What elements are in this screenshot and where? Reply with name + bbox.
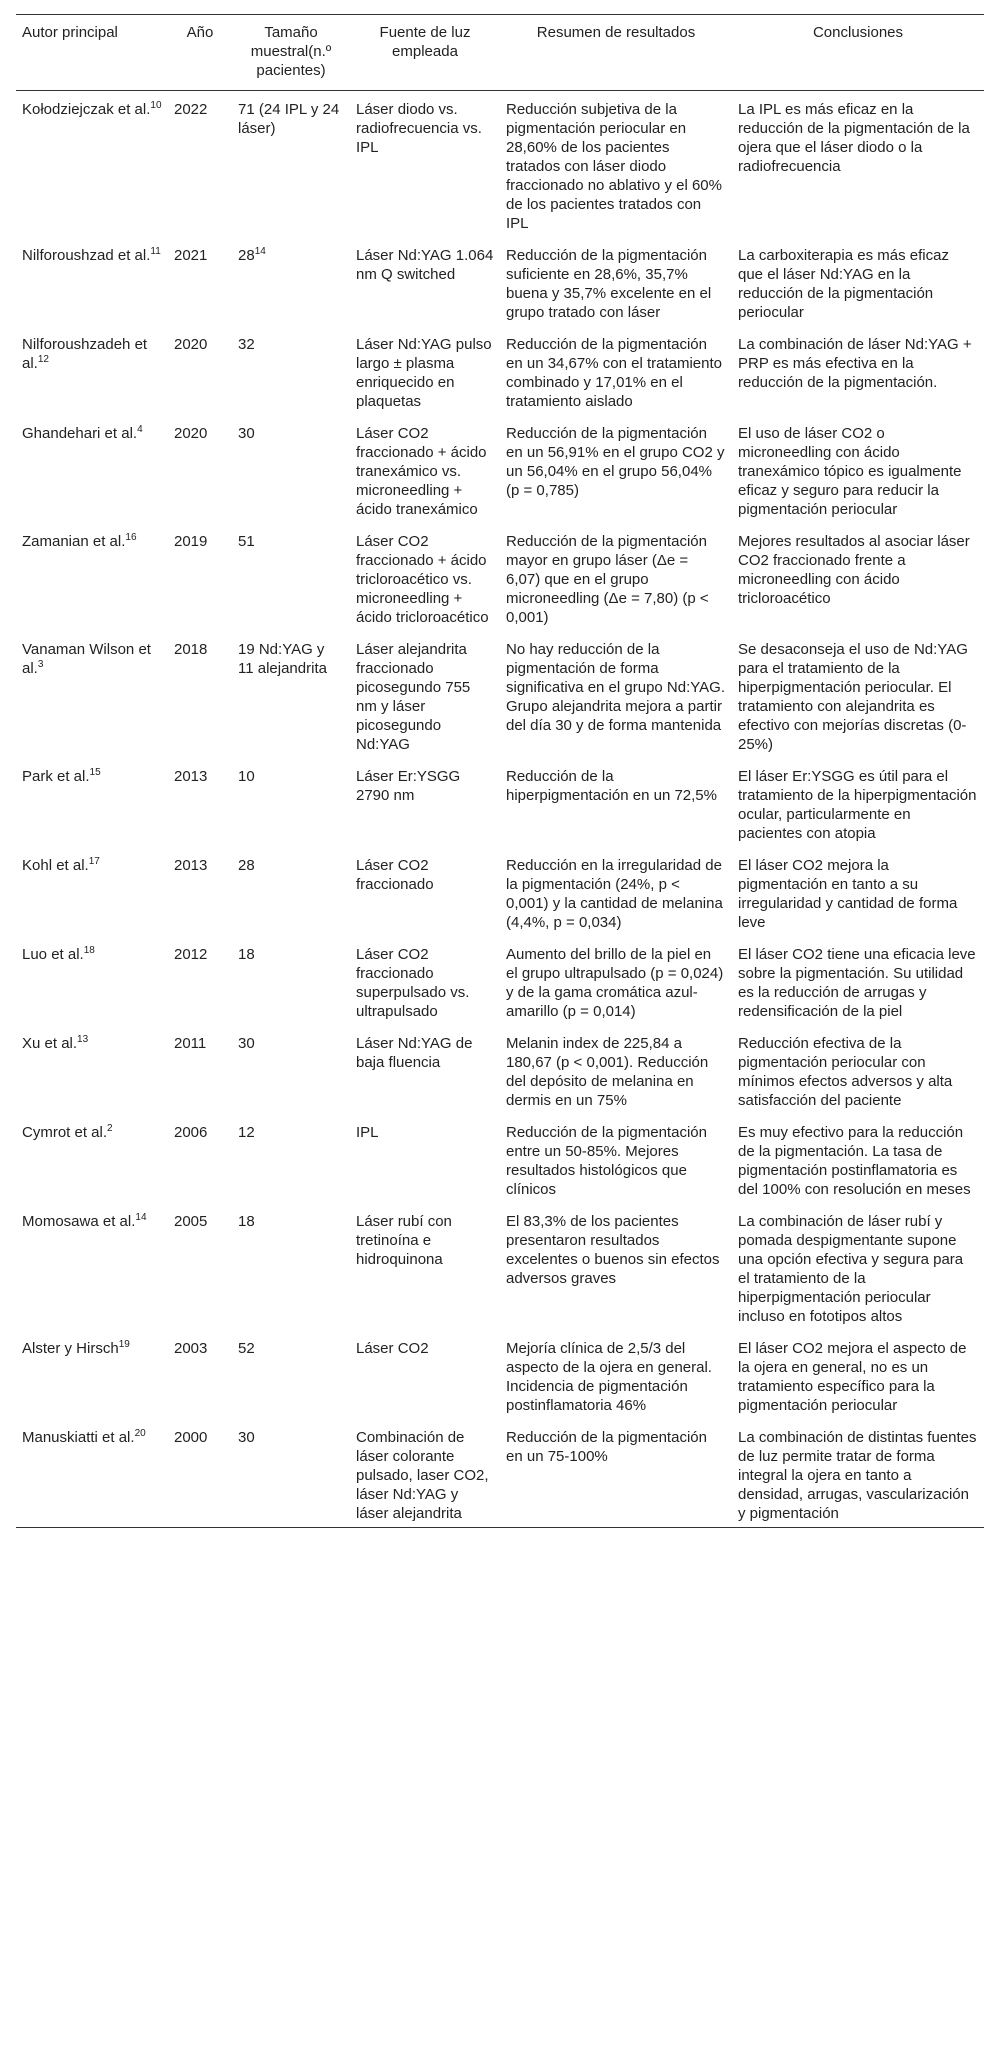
cell-source: Láser alejandrita fraccionado picosegundo 755 nm y láser picosegundo Nd:YAG	[356, 641, 471, 753]
cell-source: Láser Er:YSGG 2790 nm	[356, 768, 461, 804]
cell-source: Láser Nd:YAG de baja fluencia	[356, 1035, 473, 1071]
cell-results: Reducción de la hiperpigmentación en un 72,5%	[506, 768, 717, 804]
cell-conclusions: La carboxiterapia es más eficaz que el láser Nd:YAG en la reducción de la pigmentación periocular	[738, 247, 949, 321]
cell-conclusions: Es muy efectivo para la reducción de la pigmentación. La tasa de pigmentación postinflamatoria es del 100% con resolución en meses	[738, 1124, 971, 1198]
table-body	[16, 91, 984, 1528]
cell-sample	[232, 326, 350, 415]
cell-results: Reducción de la pigmentación mayor en grupo láser (Δe = 6,07) que en el grupo microneedling (Δe = 7,80) (p < 0,001)	[506, 533, 709, 626]
cell-year: 2019	[174, 533, 208, 550]
cell-year: 2012	[174, 946, 208, 963]
author-reference: 11	[150, 246, 161, 257]
sample-value: 30	[238, 1429, 255, 1446]
cell-sample	[232, 415, 350, 523]
author-reference: 17	[88, 856, 100, 867]
cell-author	[16, 237, 168, 326]
cell-results: Aumento del brillo de la piel en el grupo ultrapulsado (p = 0,024) y de la gama cromática azul-amarillo (p = 0,014)	[506, 946, 724, 1020]
author-name: Vanaman Wilson et al.	[22, 641, 151, 677]
header-sample: Tamaño muestral(n.º pacientes)	[250, 24, 332, 79]
cell-results: Reducción de la pigmentación en un 34,67% con el tratamiento combinado y 17,01% en el tratamiento aislado	[506, 336, 722, 410]
cell-author	[16, 326, 168, 415]
cell-author	[16, 936, 168, 1025]
cell-conclusions: Reducción efectiva de la pigmentación periocular con mínimos efectos adversos y alta satisfacción del paciente	[738, 1035, 953, 1109]
cell-author	[16, 758, 168, 847]
table-row	[16, 326, 984, 415]
table-row	[16, 523, 984, 631]
header-row	[16, 15, 984, 91]
cell-sample	[232, 936, 350, 1025]
header-conclusions: Conclusiones	[812, 24, 904, 41]
cell-source: Láser CO2 fraccionado superpulsado vs. ultrapulsado	[356, 946, 470, 1020]
cell-author	[16, 91, 168, 238]
cell-source: Láser CO2 fraccionado	[356, 857, 434, 893]
cell-conclusions: El láser Er:YSGG es útil para el tratamiento de la hiperpigmentación ocular, particularmente en pacientes con atopia	[738, 768, 977, 842]
cell-year: 2013	[174, 857, 208, 874]
table-row	[16, 631, 984, 758]
sample-value: 52	[238, 1340, 255, 1357]
table-row	[16, 1330, 984, 1419]
header-source: Fuente de luz empleada	[379, 24, 471, 60]
table-row	[16, 1203, 984, 1330]
cell-source: Láser diodo vs. radiofrecuencia vs. IPL	[356, 101, 482, 156]
author-name: Kołodziejczak et al.	[22, 101, 151, 118]
cell-author	[16, 523, 168, 631]
cell-sample	[232, 1330, 350, 1419]
cell-author	[16, 1114, 168, 1203]
cell-results: Reducción subjetiva de la pigmentación periocular en 28,60% de los pacientes tratados con láser diodo fraccionado no ablativo y el 60% de los pacientes tratados con IPL	[506, 101, 722, 232]
cell-results: Reducción de la pigmentación entre un 50-85%. Mejores resultados histológicos que clínicos	[506, 1124, 707, 1198]
sample-value: 28	[238, 857, 255, 874]
cell-author	[16, 631, 168, 758]
header-author: Autor principal	[22, 24, 118, 41]
author-reference: 16	[125, 532, 137, 543]
cell-sample	[232, 523, 350, 631]
author-name: Cymrot et al.	[22, 1124, 108, 1141]
cell-results: Reducción de la pigmentación suficiente en 28,6%, 35,7% buena y 35,7% excelente en el grupo tratado con láser	[506, 247, 712, 321]
sample-value: 51	[238, 533, 255, 550]
cell-conclusions: La combinación de distintas fuentes de luz permite tratar de forma integral la ojera en tanto a densidad, arrugas, vascularización y pigmentación	[738, 1429, 977, 1522]
author-name: Park et al.	[22, 768, 90, 785]
cell-conclusions: Se desaconseja el uso de Nd:YAG para el tratamiento de la hiperpigmentación periocular. El tratamiento con alejandrita es efectivo con mejorías discretas (0-25%)	[738, 641, 968, 753]
cell-sample	[232, 1203, 350, 1330]
sample-reference: 14	[254, 246, 266, 257]
cell-year: 2013	[174, 768, 208, 785]
cell-results: Reducción de la pigmentación en un 75-100%	[506, 1429, 707, 1465]
table-row	[16, 1114, 984, 1203]
table-row	[16, 847, 984, 936]
author-reference: 18	[83, 945, 95, 956]
cell-results: Reducción de la pigmentación en un 56,91% en el grupo CO2 y un 56,04% en el grupo 56,04% (p = 0,785)	[506, 425, 725, 499]
cell-year: 2006	[174, 1124, 208, 1141]
author-name: Kohl et al.	[22, 857, 89, 874]
table-row	[16, 415, 984, 523]
cell-sample	[232, 91, 350, 238]
author-reference: 2	[107, 1123, 113, 1134]
studies-table	[16, 14, 984, 1528]
cell-year: 2003	[174, 1340, 208, 1357]
author-name: Momosawa et al.	[22, 1213, 136, 1230]
cell-author	[16, 1330, 168, 1419]
cell-sample	[232, 1114, 350, 1203]
cell-results: El 83,3% de los pacientes presentaron resultados excelentes o buenos sin efectos adversos graves	[506, 1213, 720, 1287]
cell-year: 2000	[174, 1429, 208, 1446]
cell-year: 2020	[174, 336, 208, 353]
table-row	[16, 237, 984, 326]
cell-conclusions: El láser CO2 tiene una eficacia leve sobre la pigmentación. Su utilidad es la reducción de arrugas y redensificación de la piel	[738, 946, 976, 1020]
table-row	[16, 91, 984, 238]
cell-source: Láser CO2 fraccionado + ácido tricloroacético vs. microneedling + ácido tricloroacético	[356, 533, 489, 626]
sample-value: 30	[238, 1035, 255, 1052]
cell-sample	[232, 847, 350, 936]
cell-author	[16, 1025, 168, 1114]
author-name: Manuskiatti et al.	[22, 1429, 135, 1446]
table-row	[16, 936, 984, 1025]
cell-author	[16, 847, 168, 936]
sample-value: 19 Nd:YAG y 11 alejandrita	[238, 641, 327, 677]
sample-value: 71 (24 IPL y 24 láser)	[238, 101, 340, 137]
author-name: Ghandehari et al.	[22, 425, 138, 442]
cell-source: Láser CO2	[356, 1340, 429, 1357]
cell-source: Combinación de láser colorante pulsado, laser CO2, láser Nd:YAG y láser alejandrita	[356, 1429, 489, 1522]
author-reference: 14	[135, 1212, 147, 1223]
sample-value: 12	[238, 1124, 255, 1141]
cell-sample	[232, 631, 350, 758]
table-row	[16, 1025, 984, 1114]
author-reference: 12	[37, 354, 49, 365]
author-name: Zamanian et al.	[22, 533, 126, 550]
cell-source: IPL	[356, 1124, 379, 1141]
sample-value: 28	[238, 247, 255, 264]
header-year: Año	[186, 24, 214, 41]
author-name: Nilforoushzad et al.	[22, 247, 151, 264]
cell-source: Láser rubí con tretinoína e hidroquinona	[356, 1213, 452, 1268]
sample-value: 32	[238, 336, 255, 353]
author-name: Alster y Hirsch	[22, 1340, 119, 1357]
table-container	[16, 14, 984, 1528]
cell-results: No hay reducción de la pigmentación de forma significativa en el grupo Nd:YAG. Grupo alejandrita mejora a partir del día 30 y de forma mantenida	[506, 641, 726, 734]
cell-results: Melanin index de 225,84 a 180,67 (p < 0,001). Reducción del depósito de melanina en dermis en un 75%	[506, 1035, 709, 1109]
author-reference: 3	[37, 659, 44, 670]
cell-year: 2022	[174, 101, 208, 118]
cell-year: 2020	[174, 425, 208, 442]
cell-conclusions: Mejores resultados al asociar láser CO2 fraccionado frente a microneedling con ácido tricloroacético	[738, 533, 970, 607]
author-reference: 15	[89, 767, 101, 778]
sample-value: 30	[238, 425, 255, 442]
author-reference: 20	[134, 1428, 146, 1439]
cell-source: Láser Nd:YAG 1.064 nm Q switched	[356, 247, 494, 283]
cell-year: 2021	[174, 247, 208, 264]
header-results: Resumen de resultados	[536, 24, 696, 41]
author-reference: 4	[137, 424, 143, 435]
table-header	[16, 15, 984, 91]
cell-sample	[232, 1025, 350, 1114]
cell-conclusions: El láser CO2 mejora la pigmentación en tanto a su irregularidad y cantidad de forma leve	[738, 857, 958, 931]
cell-source: Láser CO2 fraccionado + ácido tranexámico vs. microneedling + ácido tranexámico	[356, 425, 487, 518]
cell-results: Reducción en la irregularidad de la pigmentación (24%, p < 0,001) y la cantidad de melanina (4,4%, p = 0,034)	[506, 857, 723, 931]
cell-sample	[232, 758, 350, 847]
table-row	[16, 758, 984, 847]
cell-conclusions: La combinación de láser Nd:YAG + PRP es más efectiva en la reducción de la pigmentación.	[738, 336, 972, 391]
cell-conclusions: La IPL es más eficaz en la reducción de la pigmentación de la ojera que el láser diodo o la radiofrecuencia	[738, 101, 970, 175]
cell-conclusions: El uso de láser CO2 o microneedling con ácido tranexámico tópico es igualmente eficaz y seguro para reducir la pigmentación periocular	[738, 425, 962, 518]
table-row	[16, 1419, 984, 1528]
sample-value: 18	[238, 1213, 255, 1230]
sample-value: 18	[238, 946, 255, 963]
cell-results: Mejoría clínica de 2,5/3 del aspecto de la ojera en general. Incidencia de pigmentación postinflamatoria 46%	[506, 1340, 712, 1414]
cell-author	[16, 1203, 168, 1330]
cell-source: Láser Nd:YAG pulso largo ± plasma enriquecido en plaquetas	[356, 336, 492, 410]
author-name: Luo et al.	[22, 946, 84, 963]
cell-sample	[232, 237, 350, 326]
cell-year: 2005	[174, 1213, 208, 1230]
cell-conclusions: La combinación de láser rubí y pomada despigmentante supone una opción efectiva y segura para el tratamiento de la hiperpigmentación periocular incluso en fototipos altos	[738, 1213, 964, 1325]
author-name: Nilforoushzadeh et al.	[22, 336, 148, 372]
cell-year: 2018	[174, 641, 208, 658]
cell-author	[16, 415, 168, 523]
author-reference: 10	[150, 100, 162, 111]
author-reference: 19	[118, 1339, 130, 1350]
cell-author	[16, 1419, 168, 1528]
cell-conclusions: El láser CO2 mejora el aspecto de la ojera en general, no es un tratamiento específico para la pigmentación periocular	[738, 1340, 967, 1414]
cell-sample	[232, 1419, 350, 1528]
author-name: Xu et al.	[22, 1035, 78, 1052]
sample-value: 10	[238, 768, 255, 785]
author-reference: 13	[77, 1034, 89, 1045]
cell-year: 2011	[174, 1035, 207, 1052]
